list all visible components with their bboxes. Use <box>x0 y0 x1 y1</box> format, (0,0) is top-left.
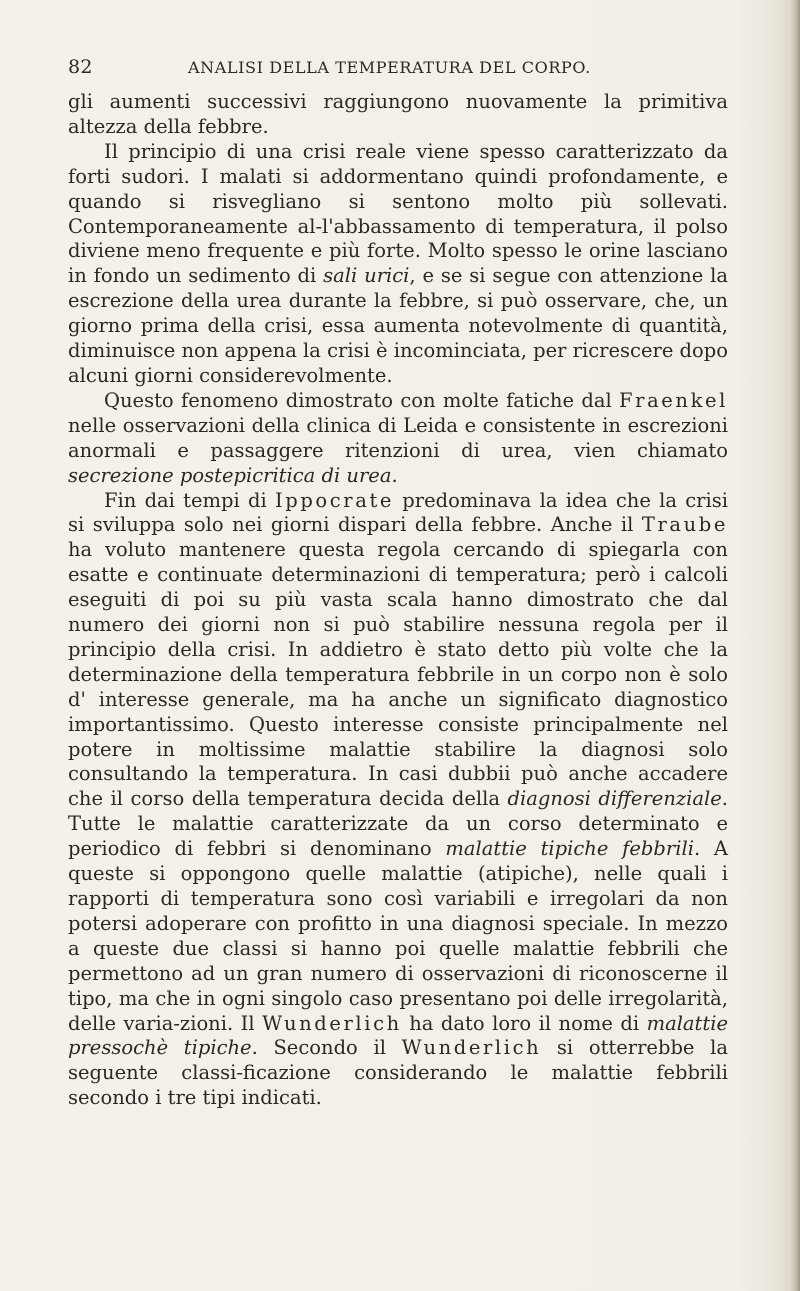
author-name-spaced: Wunderlich <box>401 1036 542 1060</box>
page-number: 82 <box>68 56 93 78</box>
text-run: ha dato loro il nome di <box>401 1011 647 1035</box>
text-run: . A queste si oppongono quelle malattie (atipiche), nelle quali i rapporti di temperatura sono così variabili e irregolari da non potersi adoperare con profitto in una diagnosi speciale. In mezzo a queste due classi si hanno poi quelle malattie febbrili che permettono ad un gran numero di osservazioni di riconoscerne il tipo, ma che in ogni singolo caso presentano poi delle irregolarità, delle varia-zioni. Il <box>68 837 728 1035</box>
text-run: gli aumenti successivi raggiungono nuovamente la primitiva altezza della febbre. <box>68 90 728 138</box>
paragraph-4 <box>68 489 728 1112</box>
text-run: . Secondo il <box>251 1036 402 1060</box>
author-name-spaced: Wunderlich <box>262 1011 402 1035</box>
italic-term: diagnosi differenziale <box>507 787 722 811</box>
body-text <box>68 90 728 1111</box>
paragraph-1 <box>68 90 728 140</box>
page-edge-shadow <box>790 0 800 1291</box>
italic-term: malattie pressochè tipiche <box>68 1011 729 1060</box>
page-header <box>68 56 728 82</box>
text-run: predominava la idea che la crisi si sviluppa solo nei giorni dispari della febbre. Anche il <box>68 488 728 537</box>
text-run: Fin dai tempi di <box>104 488 275 512</box>
italic-term: sali urici <box>323 264 410 288</box>
author-name-spaced: Traube <box>641 513 728 537</box>
paragraph-3 <box>68 389 728 489</box>
author-name-spaced: Ippocrate <box>274 488 395 512</box>
text-run: Questo fenomeno dimostrato con molte fatiche dal <box>104 388 620 412</box>
text-run: , e se si segue con attenzione la escrezione della urea durante la febbre, si può osservare, che, un giorno prima della crisi, essa aumenta notevolmente di quantità, diminuisce non appena la crisi è incominciata, per ricrescere dopo alcuni giorni considerevolmente. <box>68 264 729 387</box>
text-run: ha voluto mantenere questa regola cercando di spiegarla con esatte e continuate determinazioni di temperatura; però i calcoli eseguiti di poi su più vasta scala hanno dimostrato che dal numero dei giorni non si può stabilire nessuna regola per il principio della crisi. In addietro è stato detto più volte che la determinazione della temperatura febbrile in un corpo non è solo d' interesse generale, ma ha anche un significato diagnostico importantissimo. Questo interesse consiste principalmente nel potere in moltissime malattie stabilire la diagnosi solo consultando la temperatura. In casi dubbii può anche accadere che il corso della temperatura decida della <box>68 538 728 811</box>
text-run: Il principio di una crisi reale viene spesso caratterizzato da forti sudori. I malati si addormentano quindi profondamente, e quando si risvegliano si sentono molto più sollevati. Contemporaneamente al-l'abbassamento di temperatura, il polso diviene meno frequente e più forte. Molto spesso le orine lasciano in fondo un sedimento di <box>68 139 728 288</box>
running-title: ANALISI DELLA TEMPERATURA DEL CORPO. <box>188 58 591 77</box>
italic-term: secrezione postepicritica di urea. <box>68 463 398 487</box>
text-run: . Tutte le malattie caratterizzate da un corso determinato e periodico di febbri si denominano <box>68 787 728 861</box>
paragraph-2 <box>68 140 728 389</box>
text-run: nelle osservazioni della clinica di Leida e consistente in escrezioni anormali e passaggere ritenzioni di urea, vien chiamato <box>68 413 728 462</box>
author-name-spaced: Fraenkel <box>619 388 728 412</box>
text-run: si otterrebbe la seguente classi-ficazione considerando le malattie febbrili secondo i tre tipi indicati. <box>68 1036 728 1110</box>
italic-term: malattie tipiche febbrili <box>445 837 694 861</box>
